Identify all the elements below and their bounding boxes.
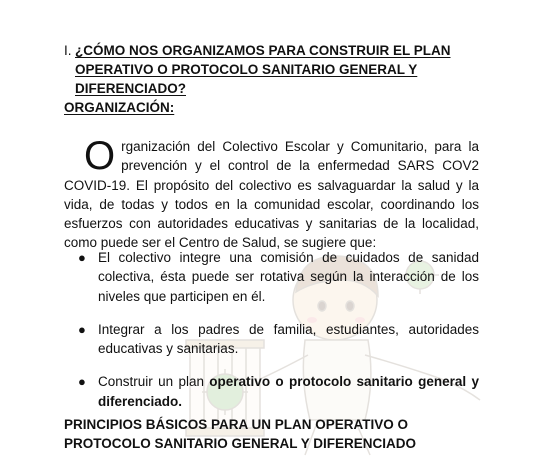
drop-cap: O bbox=[84, 134, 116, 178]
suggestion-list bbox=[64, 248, 479, 425]
organization-paragraph-text: rganización del Colectivo Escolar y Comunitario, para la prevención y el control de la enfermedad SARS COV2 COVID-19. El propósito del colectivo es salvaguardar la salud y la vida, de todas y todos en la comunidad escolar, coordinando los esfuerzos con autoridades educativas y sanitarias de la localidad, como puede ser el Centro de Salud, se sugiere que: bbox=[64, 139, 479, 251]
bullet-icon: ● bbox=[78, 374, 86, 390]
list-item-text: Integrar a los padres de familia, estudiantes, autoridades educativas y sanitarias. bbox=[98, 321, 479, 357]
heading-numeral: I. bbox=[64, 43, 72, 58]
list-item-bold-text: operativo o protocolo sanitario general y diferenciado. bbox=[98, 374, 479, 409]
heading-text: ¿CÓMO NOS ORGANIZAMOS PARA CONSTRUIR EL PLAN OPERATIVO O PROTOCOLO SANITARIO GENERAL Y DIFERENCIADO? bbox=[75, 43, 451, 96]
bullet-icon: ● bbox=[78, 250, 86, 265]
list-item bbox=[64, 372, 479, 411]
list-item bbox=[64, 248, 479, 306]
list-item-text: El colectivo integre una comisión de cuidados de sanidad colectiva, ésta puede ser rotativa según la interacción de los niveles que participen en él. bbox=[98, 250, 479, 304]
section-heading bbox=[64, 41, 494, 98]
principles-title: PRINCIPIOS BÁSICOS PARA UN PLAN OPERATIVO O PROTOCOLO SANITARIO GENERAL Y DIFERENCIADO bbox=[64, 417, 417, 451]
organization-paragraph bbox=[64, 134, 479, 253]
organization-title: ORGANIZACIÓN: bbox=[64, 100, 175, 115]
list-item bbox=[64, 320, 479, 359]
bullet-icon: ● bbox=[78, 321, 86, 337]
list-item-text: Construir un plan bbox=[98, 374, 210, 390]
